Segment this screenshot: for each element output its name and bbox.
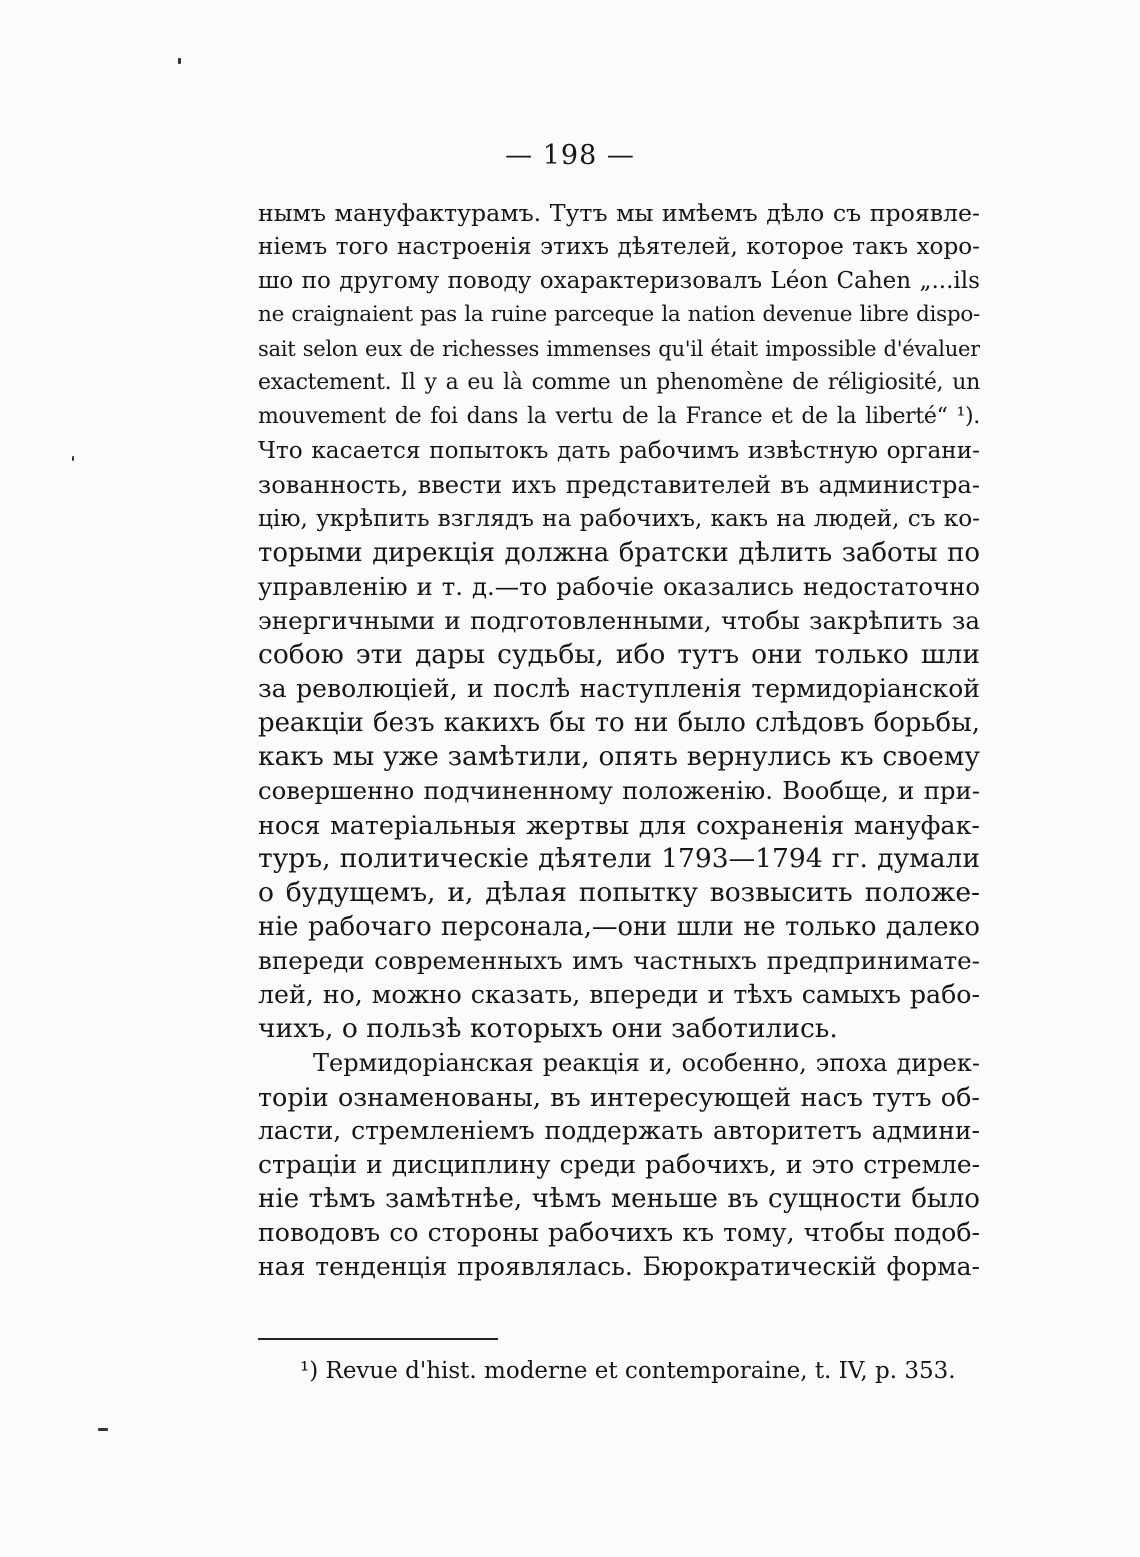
text-line: ne craignaient pas la ruine parceque la nation devenue libre dispo- bbox=[258, 302, 980, 327]
text-line: совершенно подчиненному положенію. Вообще, и при- bbox=[258, 776, 980, 805]
text-line: нымъ мануфактурамъ. Тутъ мы имѣемъ дѣло съ проявле- bbox=[258, 199, 980, 227]
text-line: цію, укрѣпить взглядъ на рабочихъ, какъ на людей, съ ко- bbox=[258, 505, 980, 532]
text-line: поводовъ со стороны рабочихъ къ тому, чтобы подоб- bbox=[258, 1218, 980, 1247]
paragraph-start-line: Термидоріанская реакція и, особенно, эпоха дирек- bbox=[313, 1049, 980, 1077]
text-line: ласти, стремленіемъ поддержать авторитетъ админи- bbox=[258, 1116, 980, 1145]
text-line: exactement. Il y a eu là comme un phenomène de réligiosité, un bbox=[258, 370, 980, 395]
text-line: собою эти дары судьбы, ибо тутъ они только шли bbox=[258, 639, 980, 670]
text-line: за революціей, и послѣ наступленія термидоріанской bbox=[258, 674, 980, 703]
text-line: торіи ознаменованы, въ интересующей насъ тутъ об- bbox=[258, 1082, 980, 1112]
text-line: впереди современныхъ имъ частныхъ предпринимате- bbox=[258, 946, 980, 975]
text-line: нося матеріальныя жертвы для сохраненія мануфак- bbox=[258, 810, 980, 840]
text-line: торыми дирекція должна братски дѣлить заботы по bbox=[258, 538, 980, 568]
scan-speck bbox=[98, 1428, 108, 1431]
text-line: о будущемъ, и, дѣлая попытку возвысить положе- bbox=[258, 877, 980, 908]
footnote: ¹) Revue d'hist. moderne et contemporaine, t. IV, p. 353. bbox=[300, 1358, 956, 1384]
footnote-divider bbox=[258, 1338, 498, 1340]
scan-speck bbox=[72, 456, 74, 461]
text-line: шо по другому поводу охарактеризовалъ Léon Cahen „...ils bbox=[258, 268, 980, 294]
text-line: страціи и дисциплину среди рабочихъ, и это стремле- bbox=[258, 1150, 980, 1179]
text-line: какъ мы уже замѣтили, опять вернулись къ своему bbox=[258, 741, 980, 772]
text-line: реакціи безъ какихъ бы то ни было слѣдовъ борьбы, bbox=[258, 708, 980, 738]
text-line: ніемъ того настроенія этихъ дѣятелей, которое такъ хоро- bbox=[258, 234, 980, 260]
text-line: mouvement de foi dans la vertu de la France et de la liberté“ ¹). bbox=[258, 404, 980, 429]
text-line: управленію и т. д.—то рабочіе оказались недостаточно bbox=[258, 572, 980, 601]
text-line: ная тенденція проявлялась. Бюрократическій форма- bbox=[258, 1252, 980, 1281]
text-line: sait selon eux de richesses immenses qu'il était impossible d'évaluer bbox=[258, 336, 980, 361]
text-line: Что касается попытокъ дать рабочимъ извѣстную органи- bbox=[258, 437, 980, 464]
page-number: — 198 — bbox=[505, 140, 635, 171]
text-line: туръ, политическіе дѣятели 1793—1794 гг. думали bbox=[258, 843, 980, 874]
text-line: зованность, ввести ихъ представителей въ администра- bbox=[258, 471, 980, 499]
text-line: лей, но, можно сказать, впереди и тѣхъ самыхъ рабо- bbox=[258, 980, 980, 1009]
text-line: ніе тѣмъ замѣтнѣе, чѣмъ меньше въ сущности было bbox=[258, 1184, 980, 1214]
body-text bbox=[258, 196, 980, 1284]
text-line: чихъ, о пользѣ которыхъ они заботились. bbox=[258, 1013, 838, 1044]
text-line: энергичными и подготовленными, чтобы закрѣпить за bbox=[258, 606, 980, 635]
scan-speck bbox=[178, 58, 181, 64]
text-line: ніе рабочаго персонала,—они шли не только далеко bbox=[258, 912, 980, 942]
